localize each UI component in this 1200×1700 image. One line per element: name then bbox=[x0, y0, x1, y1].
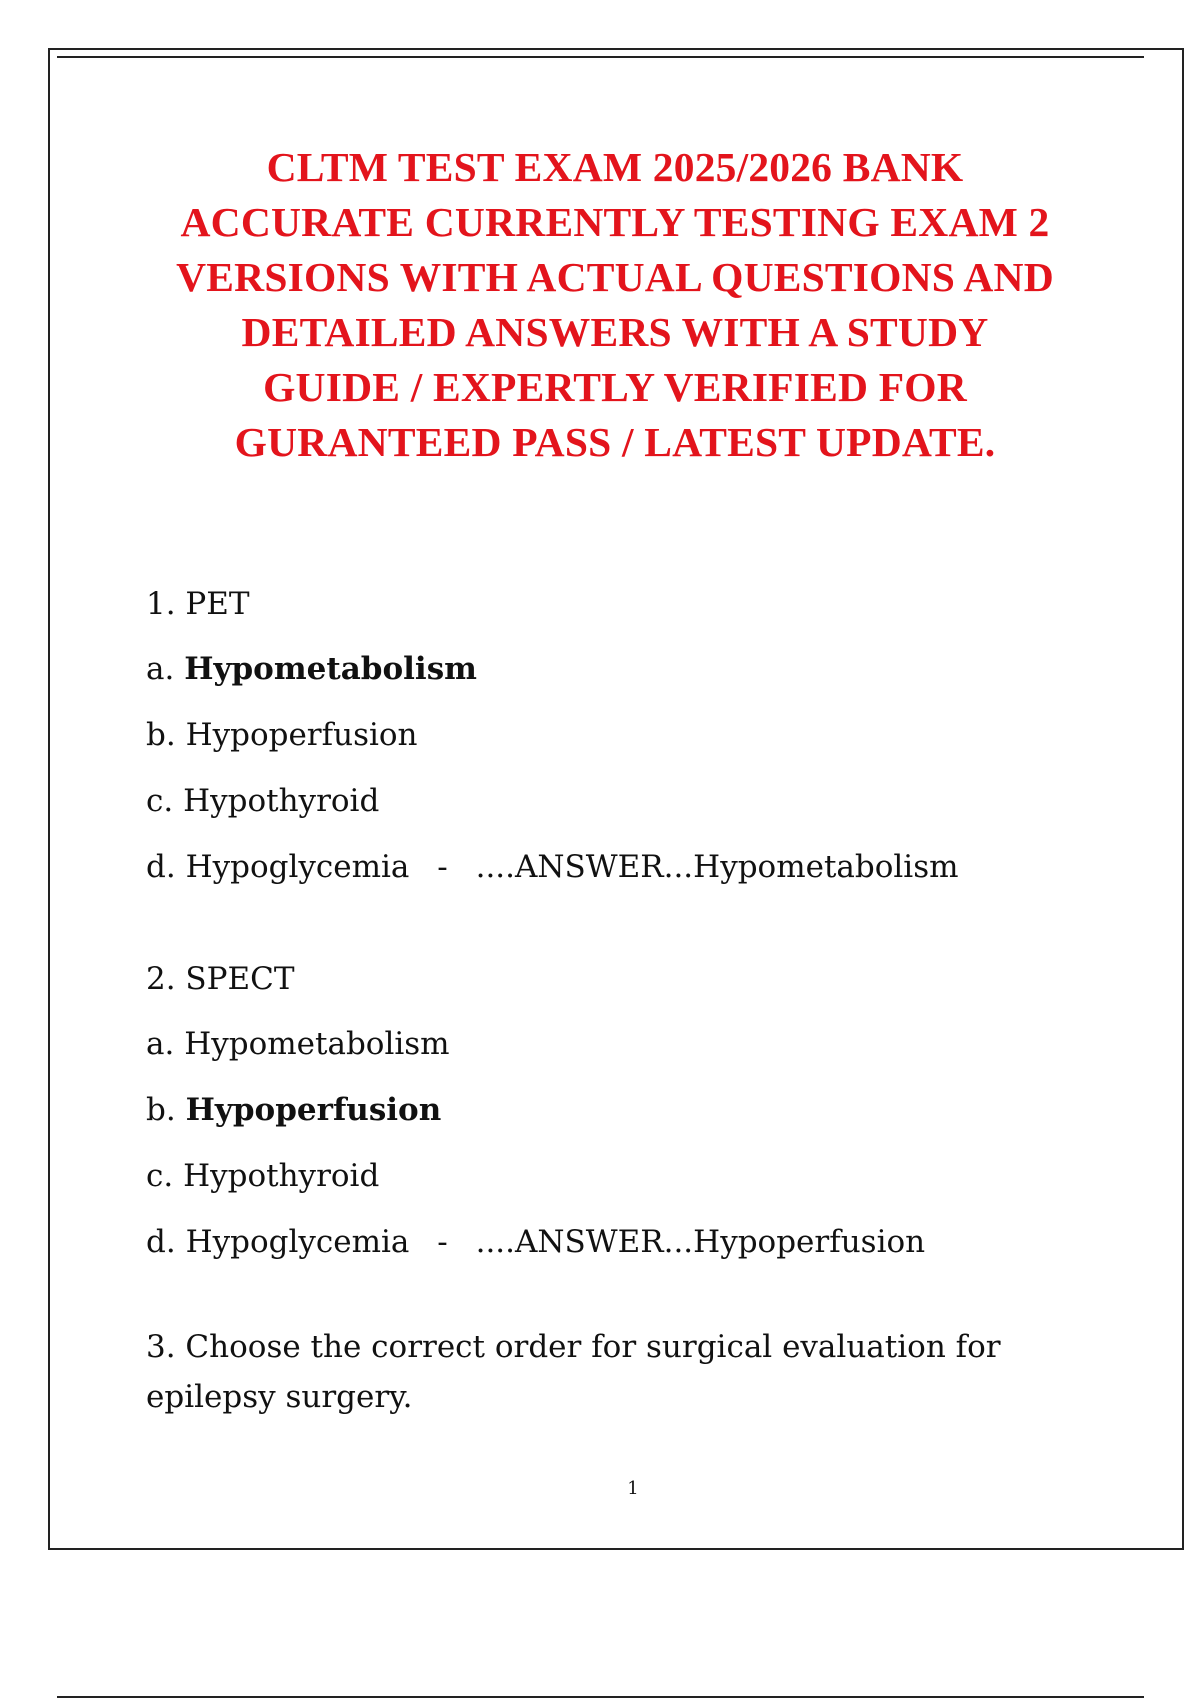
bottom-rule bbox=[57, 1696, 1144, 1698]
question-stem: 1. PET bbox=[146, 586, 250, 622]
option-text: Hypoperfusion bbox=[185, 717, 418, 753]
option-letter: d. bbox=[146, 849, 176, 885]
option-text-correct: Hypometabolism bbox=[184, 651, 477, 687]
option-text-correct: Hypoperfusion bbox=[185, 1092, 442, 1128]
option-text: Hypothyroid bbox=[183, 1158, 380, 1194]
option-d bbox=[146, 834, 1046, 900]
question-stem: 3. Choose the correct order for surgical evaluation for epilepsy surgery. bbox=[146, 1329, 1001, 1415]
answer-text: ....ANSWER...Hypoperfusion bbox=[475, 1224, 926, 1260]
question-1 bbox=[146, 572, 1046, 900]
option-letter: a. bbox=[146, 651, 175, 687]
option-text: Hypoglycemia bbox=[185, 1224, 410, 1260]
option-text: Hypometabolism bbox=[184, 1026, 450, 1062]
option-letter: c. bbox=[146, 783, 174, 819]
option-b bbox=[146, 702, 1046, 768]
option-text: Hypoglycemia bbox=[185, 849, 410, 885]
option-c bbox=[146, 768, 1046, 834]
option-a bbox=[146, 636, 1046, 702]
question-3 bbox=[146, 1322, 1046, 1422]
answer-separator: - bbox=[437, 1224, 448, 1260]
question-2 bbox=[146, 947, 1046, 1275]
option-b bbox=[146, 1077, 1046, 1143]
question-list bbox=[146, 572, 1046, 1469]
title-line: GURANTEED PASS / LATEST UPDATE. bbox=[234, 419, 996, 465]
option-letter: b. bbox=[146, 717, 176, 753]
title-line: DETAILED ANSWERS WITH A STUDY bbox=[241, 309, 989, 355]
title-line: GUIDE / EXPERTLY VERIFIED FOR bbox=[263, 364, 967, 410]
option-text: Hypothyroid bbox=[183, 783, 380, 819]
option-c bbox=[146, 1143, 1046, 1209]
question-stem: 2. SPECT bbox=[146, 961, 295, 997]
option-letter: a. bbox=[146, 1026, 175, 1062]
page-number: 1 bbox=[627, 1478, 639, 1499]
title-line: VERSIONS WITH ACTUAL QUESTIONS AND bbox=[176, 254, 1054, 300]
option-letter: b. bbox=[146, 1092, 176, 1128]
title-line: ACCURATE CURRENTLY TESTING EXAM 2 bbox=[180, 199, 1050, 245]
option-a bbox=[146, 1011, 1046, 1077]
answer-text: ....ANSWER...Hypometabolism bbox=[475, 849, 959, 885]
option-d bbox=[146, 1209, 1046, 1275]
option-letter: d. bbox=[146, 1224, 176, 1260]
answer-separator: - bbox=[437, 849, 448, 885]
title-line: CLTM TEST EXAM 2025/2026 BANK bbox=[266, 144, 964, 190]
option-letter: c. bbox=[146, 1158, 174, 1194]
document-title bbox=[120, 140, 1110, 470]
